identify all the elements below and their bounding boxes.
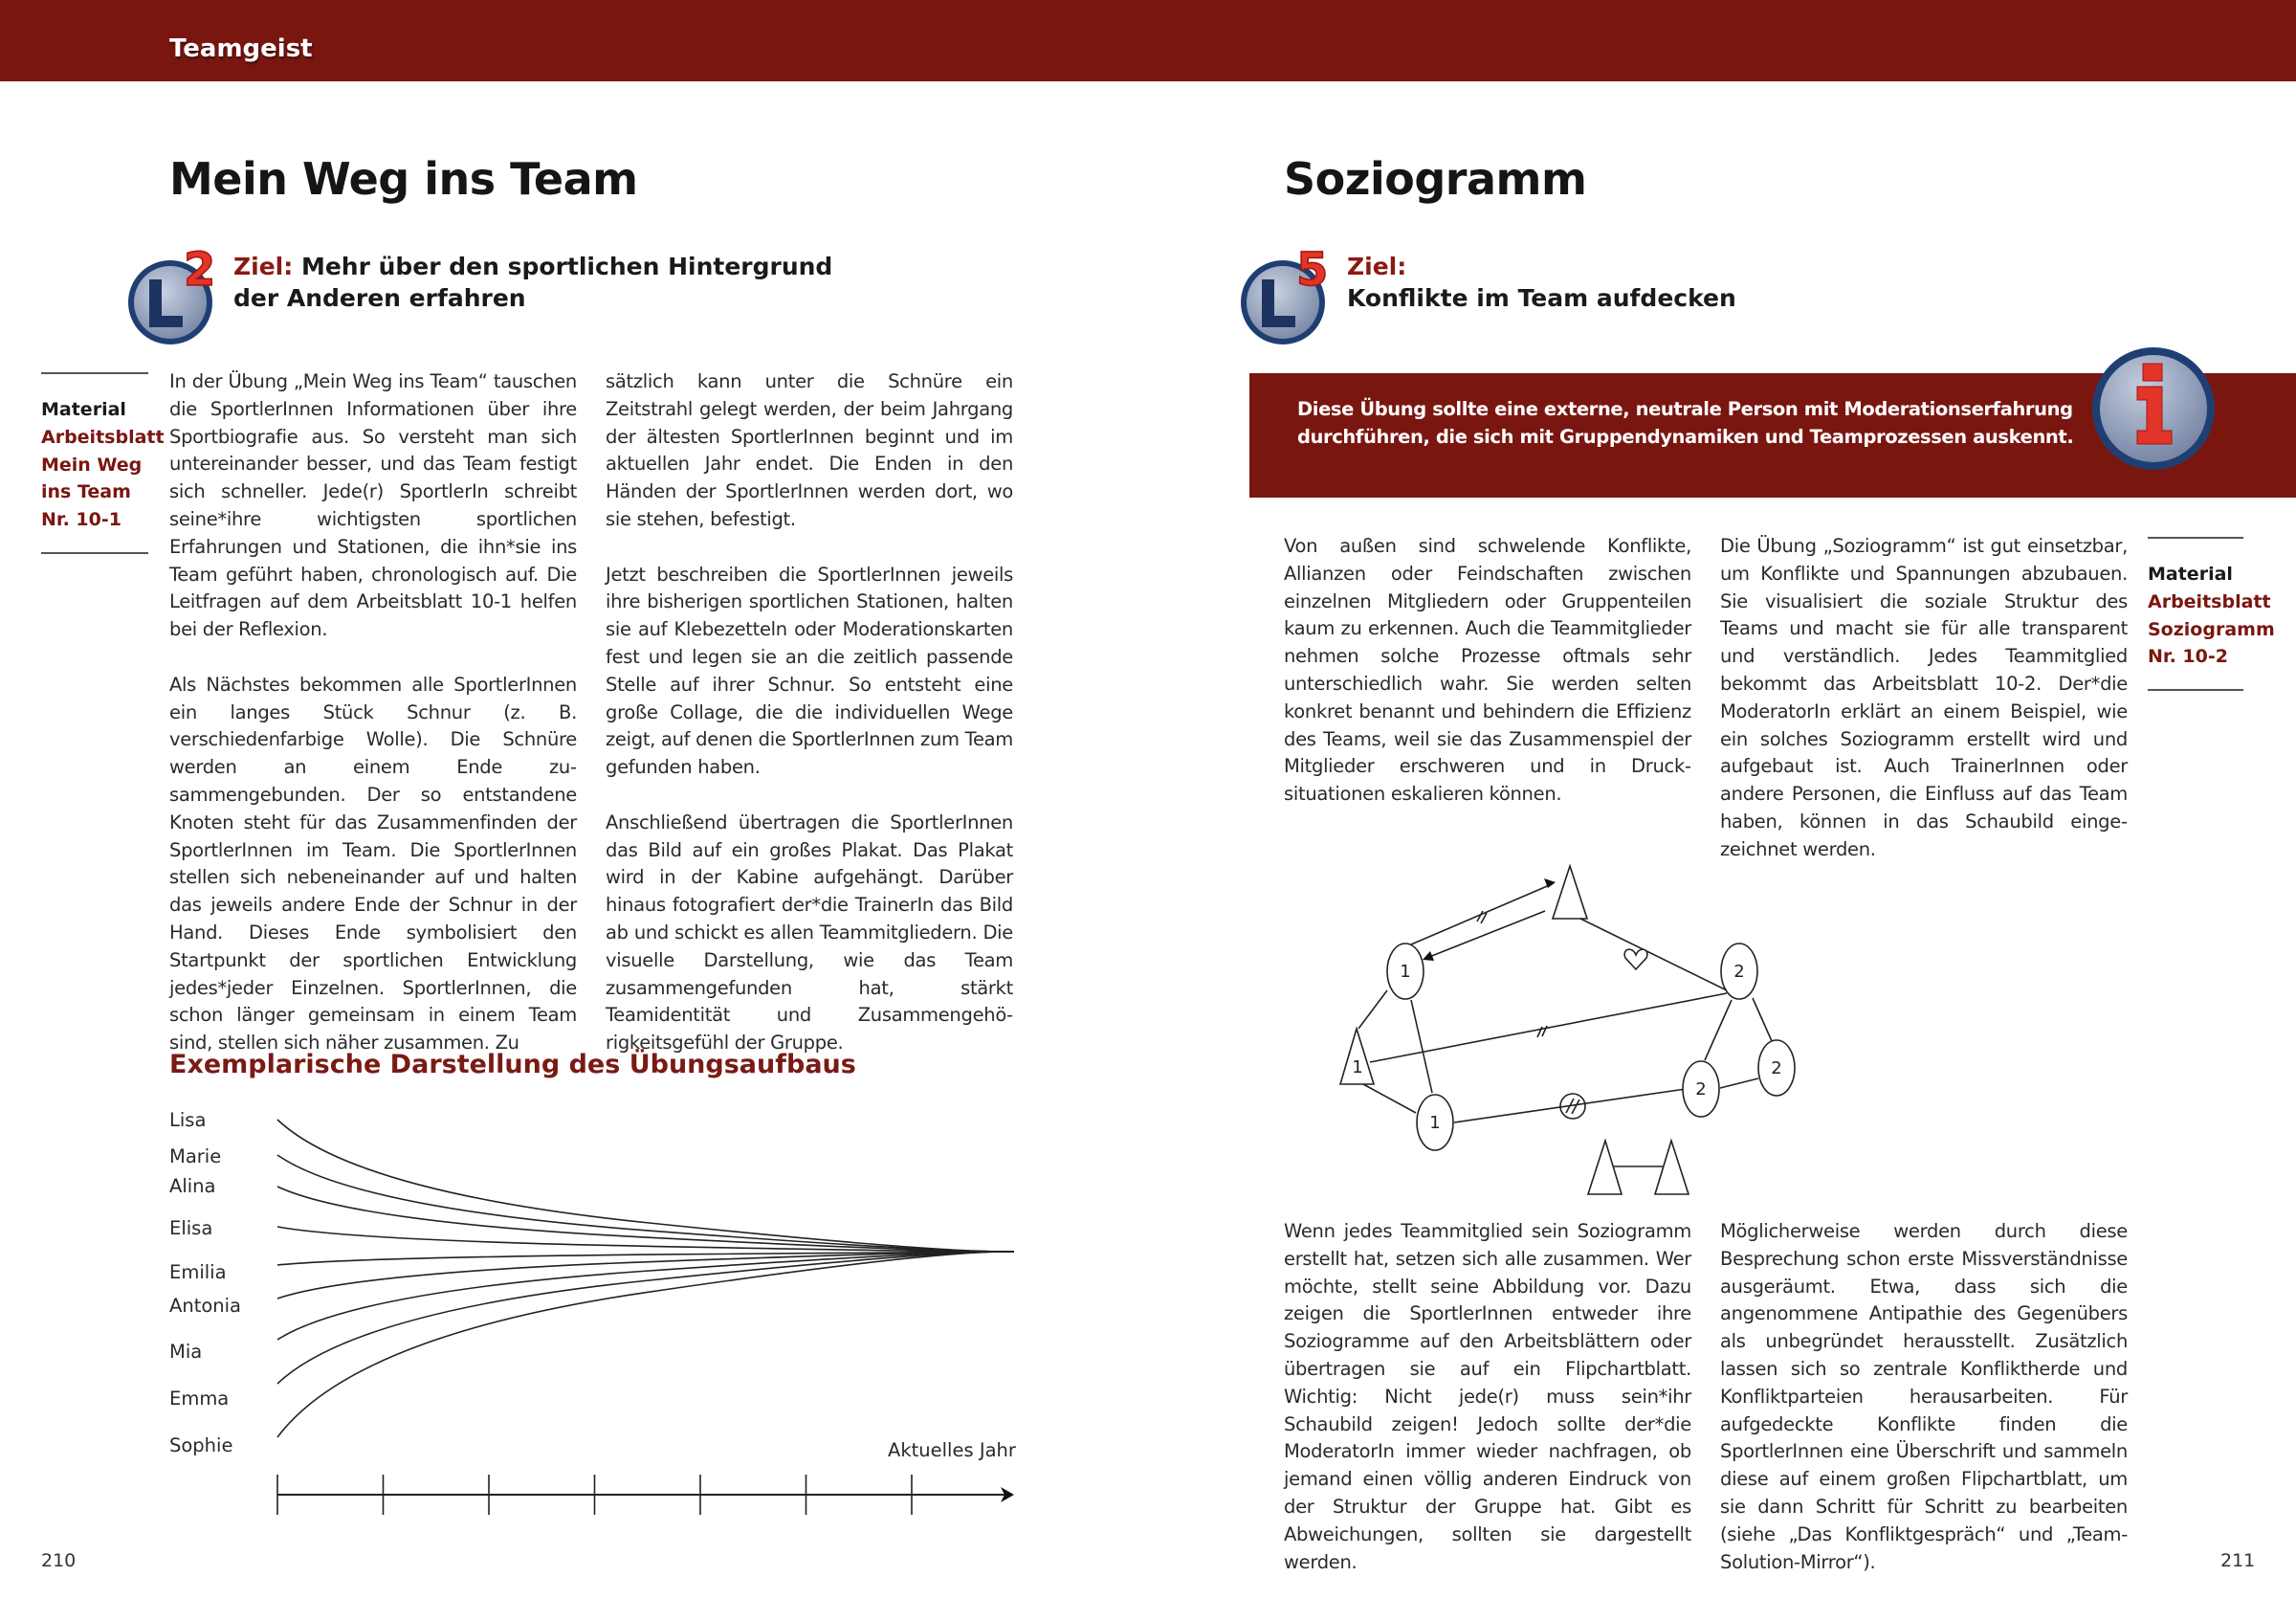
paragraph: Anschließend übertragen die SportlerInnen das Bild auf ein großes Plakat. Das Plakat wird in der Kabine aufgehängt. Darüber hinaus fotografiert der*die TrainerIn das Bild ab und schickt es allen Teammitgliedern. Die visuelle Darstellung, wie das Team zusammengefunden hat, stärkt Teamidentität und Zusammengehörigkeitsgefühl der Gruppe. <box>606 810 1013 1055</box>
material-line: Soziogramm <box>2148 618 2275 640</box>
material-label: Material <box>2148 564 2233 585</box>
svg-text:2: 2 <box>184 243 216 297</box>
edge-line <box>1411 1000 1432 1093</box>
level-badge-icon <box>1237 243 1342 348</box>
info-icon <box>2082 337 2225 480</box>
svg-text:5: 5 <box>1296 243 1329 297</box>
edge-heart <box>1580 919 1727 990</box>
material-line: Nr. 10-1 <box>41 509 121 531</box>
edge-line <box>1720 1078 1758 1088</box>
material-label: Material <box>41 399 126 420</box>
string-line-mia <box>277 1252 1014 1340</box>
right-page-title: Soziogramm <box>1284 153 1587 205</box>
node-label: 2 <box>1733 962 1745 982</box>
right-column-2-bottom <box>1720 1218 2128 1604</box>
edge-conflict <box>1370 993 1727 1062</box>
name-label: Emilia <box>169 1261 227 1283</box>
edge-line <box>1705 1000 1732 1060</box>
name-label: Marie <box>169 1145 222 1167</box>
material-line: Nr. 10-2 <box>2148 646 2228 668</box>
edge-line <box>1358 990 1387 1029</box>
page-number-right: 211 <box>2220 1550 2256 1571</box>
node-label: 1 <box>1352 1057 1363 1077</box>
figure-title: Exemplarische Darstellung des Übungsaufbaus <box>169 1050 856 1079</box>
paragraph: In der Übung „Mein Weg ins Team“ tauschen die SportlerInnen Informationen über ihre Sportbiografie aus. So versteht man sich untereinander besser, und das Team festigt sich schneller. Jede(r) SportlerIn schreibt seine*ihre wichtigsten sportlichen Erfahrungen und Stationen, die ihn*sie ins Team geführt haben, chronologisch auf. Die Leitfragen auf dem Arbeitsblatt 10-1 helfen bei der Reflexion. <box>169 370 577 641</box>
name-label: Antonia <box>169 1295 242 1317</box>
paragraph: Von außen sind schwelende Konflikte, Allianzen oder Feindschaften zwischen einzelnen Mitgliedern oder Gruppenteilen kaum zu erkennen. Auch die Teammitglieder nehmen solche Prozesse oftmals sehr unterschiedlich wahr. Sie werden selten konkret benannt und behindern die Effizienz des Teams, weil sie das Zusammenspiel der Mitglieder erschweren und in Drucksituationen eskalieren können. <box>1284 535 1691 806</box>
goal-text-line1: Mehr über den sportlichen Hintergrund <box>293 253 833 280</box>
sociogram-diagram <box>1320 842 2086 1206</box>
material-line: Mein Weg <box>41 454 143 476</box>
name-label: Sophie <box>169 1434 233 1456</box>
node-triangle-bottom-right <box>1655 1141 1689 1194</box>
right-goal <box>1347 251 1736 314</box>
node-label: 2 <box>1771 1058 1782 1078</box>
paragraph: Wenn jedes Teammitglied sein Soziogramm erstellt hat, setzen sich alle zusammen. Wer möchte, stellt seine Abbildung vor. Dazu zeigen die SportlerInnen entweder ihre Soziogramme auf den Arbeitsblättern oder übertragen sie auf ein Flipchartblatt. Wichtig: Nicht jede(r) muss sein*ihr Schaubild zeigen! Jedoch sollte der*die ModeratorIn immer wieder nachfragen, ob jemand einen völlig anderen Eindruck von der Struktur der Gruppe hat. Gibt es Abweichungen, sollten sie dargestellt werden. <box>1284 1220 1691 1573</box>
info-box-text <box>1297 395 2158 451</box>
goal-label: Ziel: <box>1347 253 1407 280</box>
info-line: Diese Übung sollte eine externe, neutrale Person mit Moderationserfahrung <box>1297 398 2073 420</box>
node-triangle-top <box>1553 866 1587 919</box>
material-rule-top <box>2148 537 2243 539</box>
node-label: 1 <box>1400 962 1411 982</box>
edge-arrow <box>1424 911 1545 959</box>
heart-icon <box>1624 949 1647 969</box>
right-column-1-top <box>1284 533 1691 836</box>
paragraph: Möglicherweise werden durch diese Besprechung schon erste Missverständnisse ausgeräumt. Etwa, dass sich die angenommene Antipathie des Gegenübers als unbegründet herausstellt. Zusätzlich lassen sich so zentrale Konfliktherde und Konfliktparteien herausarbeiten. Für aufgedeckte Konflikte finden die SportlerInnen eine Überschrift und sammeln diese auf einem großen Flipchartblatt, um sie dann Schritt für Schritt zu bearbeiten (siehe „Das Konfliktgespräch“ und „Team-Solution-Mirror“). <box>1720 1220 2128 1573</box>
page-number-left: 210 <box>41 1550 77 1571</box>
edge-line <box>1363 1084 1416 1113</box>
edge-line <box>1753 998 1772 1041</box>
material-rule-bottom <box>2148 689 2243 691</box>
left-page-title: Mein Weg ins Team <box>169 153 638 205</box>
material-line: Arbeitsblatt <box>41 426 165 448</box>
name-label: Lisa <box>169 1109 207 1131</box>
paragraph: Als Nächstes bekommen alle SportlerInnen ein langes Stück Schnur (z. B. verschiedenfarbige Wolle). Die Schnüre werden an einem Ende zusammengebunden. Der so entstandene Knoten steht für das Zusammenfinden der SportlerInnen im Team. Die SportlerInnen stellen sich nebeneinander auf und halten das jeweils andere Ende der Schnur in der Hand. Dieses Ende symbolisiert den Startpunkt der sportlichen Entwicklung jedes*jeder Einzelnen. SportlerInnen, die schon länger gemeinsam in einem Team sind, stellen sich näher zusammen. Zu <box>169 673 577 1055</box>
string-line-sophie <box>277 1252 1014 1437</box>
strings-figure <box>0 0 1052 1550</box>
name-label: Mia <box>169 1341 203 1363</box>
right-column-1-bottom <box>1284 1218 1691 1604</box>
name-label: Emma <box>169 1388 230 1410</box>
right-column-2-top <box>1720 533 2128 891</box>
material-line: ins Team <box>41 481 131 503</box>
node-triangle-bottom-left <box>1588 1141 1622 1194</box>
section-title: Teamgeist <box>169 34 313 63</box>
node-label: 1 <box>1429 1113 1441 1133</box>
paragraph: Die Übung „Soziogramm“ ist gut einsetzbar, um Konflikte und Spannungen abzubauen. Sie visualisiert die soziale Struktur des Teams und macht sie für alle transparent und verständlich. Jedes Teammitglied bekommt das Arbeitsblatt 10-2. Der*die ModeratorIn erklärt an einem Beispiel, wie ein solches Soziogramm erstellt wird und aufgebaut ist. Auch TrainerInnen oder andere Personen, die Einfluss auf das Team haben, können in das Schaubild eingezeichnet werden. <box>1720 535 2128 860</box>
string-line-lisa <box>277 1120 1014 1252</box>
paragraph: sätzlich kann unter die Schnüre ein Zeitstrahl gelegt werden, der beim Jahrgang der ältesten SportlerInnen beginnt und im aktuellen Jahr endet. Die Enden in den Händen der SportlerInnen werden dort, wo sie stehen, befestigt. <box>606 370 1013 530</box>
node-label: 2 <box>1695 1079 1707 1099</box>
name-label: Alina <box>169 1175 216 1197</box>
timeline-label: Aktuelles Jahr <box>888 1439 1016 1461</box>
goal-label: Ziel: <box>233 253 294 280</box>
goal-text-line2: der Anderen erfahren <box>233 284 526 312</box>
material-line: Arbeitsblatt <box>2148 590 2271 612</box>
paragraph: Jetzt beschreiben die SportlerInnen jeweils ihre bisherigen sportlichen Stationen, halten sie auf Klebezetteln oder Moderationskarten fest und legen sie an die zeitlich passende Stelle auf ihrer Schnur. So entsteht eine große Collage, die die individuellen Wege zeigt, auf denen die SportlerInnen zum Team gefunden haben. <box>606 563 1013 779</box>
info-line: durchführen, die sich mit Gruppendynamiken und Teamprozessen auskennt. <box>1297 426 2074 448</box>
name-label: Elisa <box>169 1217 213 1239</box>
goal-text: Konflikte im Team aufdecken <box>1347 284 1736 312</box>
material-box-right <box>2148 561 2275 671</box>
